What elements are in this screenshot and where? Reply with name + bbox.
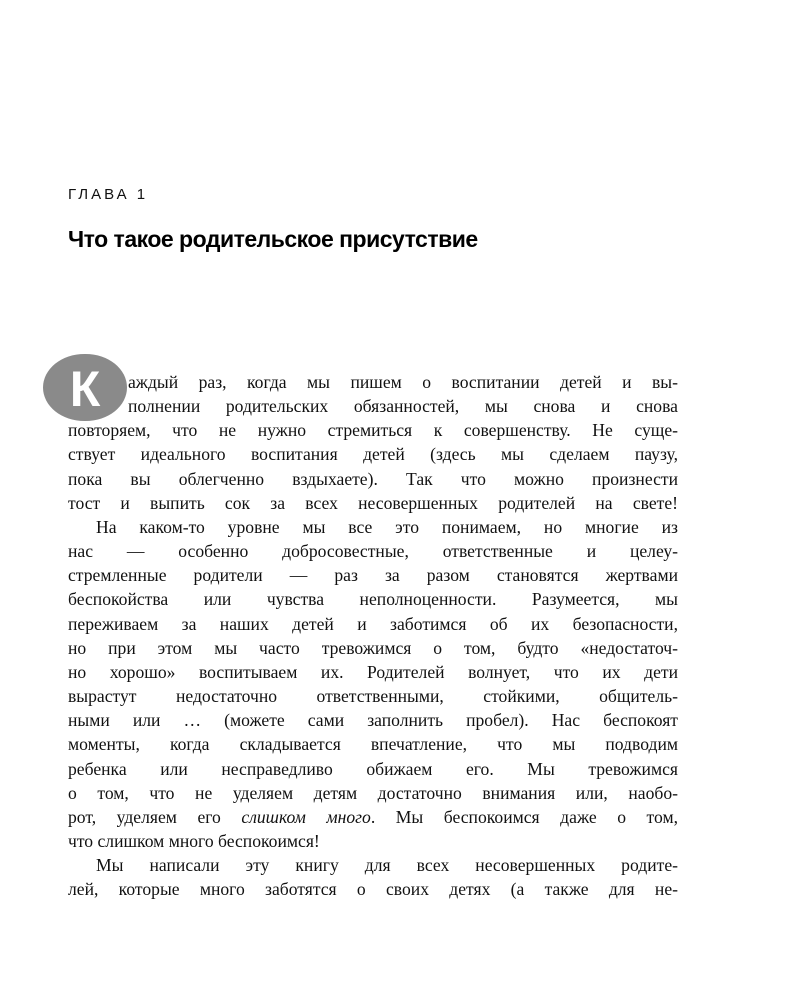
text-line-with-emphasis (68, 805, 678, 829)
text-line: пока вы облегченно вздыхаете). Так что можно произнести (68, 468, 678, 489)
text-line: тост и выпить сок за всех несовершенных родителей на свете! (68, 492, 678, 513)
text-line: что слишком много беспокоимся! (68, 830, 320, 851)
text-line: Мы написали эту книгу для всех несовершенных родите- (96, 855, 678, 876)
text-segment: . Мы беспокоимся даже о том, (370, 806, 678, 827)
text-line: ными или … (можете сами заполнить пробел). Нас беспокоят (68, 710, 678, 731)
text-line: ствует идеального воспитания детей (здесь мы сделаем паузу, (68, 444, 678, 465)
paragraph-1 (68, 370, 678, 515)
text-line: полнении родительских обязанностей, мы снова и снова (128, 396, 678, 417)
chapter-label: ГЛАВА 1 (68, 186, 149, 203)
text-line: повторяем, что не нужно стремиться к совершенству. Не суще- (68, 420, 678, 441)
text-line: беспокойства или чувства неполноценности. Разумеется, мы (68, 589, 678, 610)
text-line: моменты, когда складывается впечатление, что мы подводим (68, 734, 678, 755)
text-line: нас — особенно добросовестные, ответственные и целеу- (68, 541, 678, 562)
text-line: переживаем за наших детей и заботимся об их безопасности, (68, 613, 678, 634)
text-line: лей, которые много заботятся о своих детях (а также для не- (68, 879, 678, 900)
text-line: аждый раз, когда мы пишем о воспитании детей и вы- (128, 372, 678, 392)
text-line: вырастут недостаточно ответственными, стойкими, общитель- (68, 686, 678, 707)
text-line: но при этом мы часто тревожимся о том, будто «недостаточ- (68, 637, 678, 658)
text-line: но хорошо» воспитываем их. Родителей волнует, что их дети (68, 661, 678, 682)
text-line: На каком-то уровне мы все это понимаем, но многие из (96, 516, 678, 537)
body-text (68, 370, 678, 901)
emphasis-text: слишком много (241, 806, 371, 827)
chapter-title: Что такое родительское присутствие (68, 226, 478, 252)
drop-cap-letter: К (69, 360, 101, 417)
text-line: о том, что не уделяем детям достаточно внимания или, наобо- (68, 782, 678, 803)
text-line: стремленные родители — раз за разом становятся жертвами (68, 565, 678, 586)
paragraph-2 (68, 515, 678, 853)
paragraph-3 (68, 853, 678, 901)
text-line: ребенка или несправедливо обижаем его. Мы тревожимся (68, 758, 678, 779)
text-segment: рот, уделяем его (68, 806, 242, 827)
